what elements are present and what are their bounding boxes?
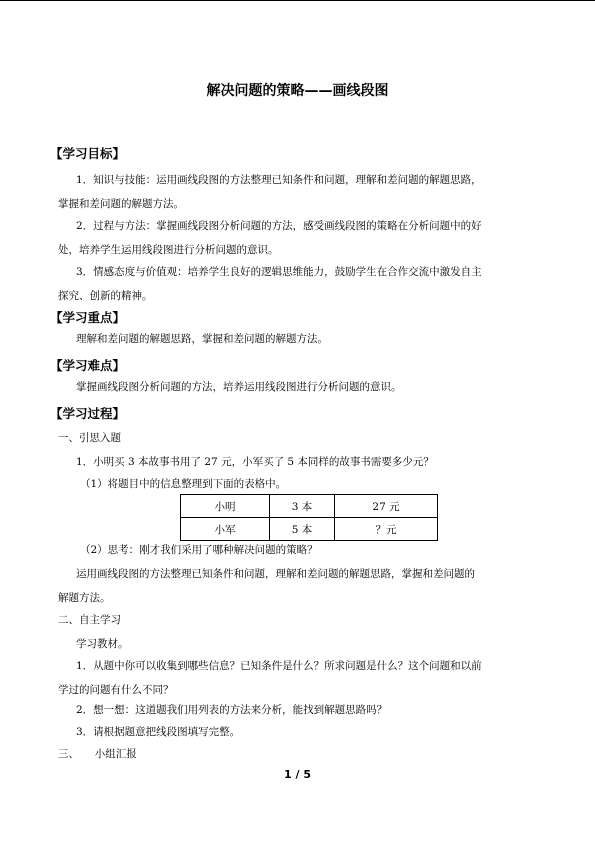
table-cell: ？元 xyxy=(335,518,438,541)
table-cell: 3 本 xyxy=(270,495,335,518)
table-cell: 小军 xyxy=(181,518,270,541)
difficulty-heading: 【学习难点】 xyxy=(50,358,126,373)
goal-2-line-1: 2．过程与方法：掌握画线段图分析问题的方法，感受画线段图的策略在分析问题中的好 xyxy=(76,220,482,232)
goal-2-line-2: 处，培养学生运用线段图进行分析问题的意识。 xyxy=(58,244,279,256)
goal-item-3 xyxy=(58,260,548,308)
summary-paragraph xyxy=(58,562,548,610)
question-1: 1．小明买 3 本故事书用了 27 元，小军买了 5 本同样的故事书需要多少元？ xyxy=(76,456,434,468)
process-heading: 【学习过程】 xyxy=(50,406,126,421)
goal-1-line-1: 1．知识与技能：运用画线段图的方法整理已知条件和问题，理解和差问题的解题思路， xyxy=(76,174,482,186)
study-question-2: 2．想一想：这道题我们用列表的方法来分析，能找到解题思路吗？ xyxy=(76,704,388,716)
study-question-1-line-2: 学过的问题有什么不同？ xyxy=(58,684,174,696)
table-cell: 27 元 xyxy=(335,495,438,518)
page-number: 1 / 5 xyxy=(284,768,311,781)
goal-item-1 xyxy=(58,168,548,216)
question-1-sub-1: （1）将题目中的信息整理到下面的表格中。 xyxy=(80,478,287,490)
part-3-title: 三、 小组汇报 xyxy=(58,748,137,760)
summary-line-1: 运用画线段图的方法整理已知条件和问题，理解和差问题的解题思路，掌握和差问题的 xyxy=(76,568,475,580)
goal-1-line-2: 掌握和差问题的解题方法。 xyxy=(58,198,184,210)
study-question-3: 3．请根据题意把线段图填写完整。 xyxy=(76,726,241,738)
goal-item-2 xyxy=(58,214,548,262)
info-table xyxy=(180,494,438,541)
study-question-1 xyxy=(58,654,548,702)
key-points-heading: 【学习重点】 xyxy=(50,310,126,325)
key-points-text: 理解和差问题的解题思路，掌握和差问题的解题方法。 xyxy=(76,333,328,345)
study-question-1-line-1: 1．从题中你可以收集到哪些信息？已知条件是什么？所求问题是什么？这个问题和以前 xyxy=(76,660,482,672)
table-row xyxy=(181,495,438,518)
part-1-title: 一、引思入题 xyxy=(58,432,121,444)
table-cell: 小明 xyxy=(181,495,270,518)
page-title: 解决问题的策略——画线段图 xyxy=(206,83,389,99)
part-2-title: 二、自主学习 xyxy=(58,614,121,626)
summary-line-2: 解题方法。 xyxy=(58,592,111,604)
study-text: 学习教材。 xyxy=(76,638,129,650)
goal-3-line-1: 3．情感态度与价值观：培养学生良好的逻辑思维能力，鼓励学生在合作交流中激发自主 xyxy=(76,266,482,278)
difficulty-text: 掌握画线段图分析问题的方法，培养运用线段图进行分析问题的意识。 xyxy=(76,381,402,393)
table-cell: 5 本 xyxy=(270,518,335,541)
goal-3-line-2: 探究、创新的精神。 xyxy=(58,290,153,302)
question-1-sub-2: （2）思考：刚才我们采用了哪种解决问题的策略？ xyxy=(80,544,318,556)
goals-heading: 【学习目标】 xyxy=(50,146,126,161)
